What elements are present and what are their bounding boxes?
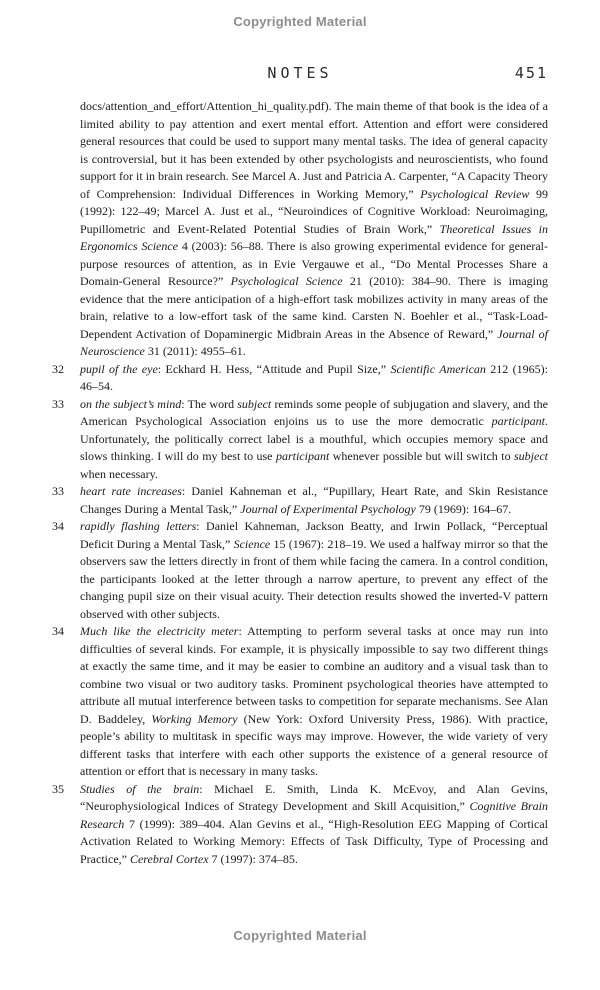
- note-text: Studies of the brain: Michael E. Smith, Linda K. McEvoy, and Alan Gevins, “Neurophysiological Indices of Strategy Development and Skill Acquisition,” Cognitive Brain Research 7 (1999): 389–404. Alan Gevins et al., “High-Resolution EEG Mapping of Cortical Activation Related to Working Memory: Effects of Task Difficulty, Type of Processing and Practice,” Cerebral Cortex 7 (1997): 374–85.: [80, 781, 548, 866]
- copyright-notice-bottom: Copyrighted Material: [233, 928, 367, 943]
- note-number: 32: [52, 361, 64, 376]
- note-number: 33: [52, 396, 64, 411]
- note-entry: [52, 361, 548, 396]
- note-text: pupil of the eye: Eckhard H. Hess, “Attitude and Pupil Size,” Scientific American 212 (1965): 46–54.: [80, 361, 548, 393]
- note-text: Much like the electricity meter: Attempting to perform several tasks at once may run into difficulties of several kinds. For example, it is physically impossible to say two different things at exactly the same time, and it may be easier to combine an auditory and a visual task than to combine two visual or two auditory tasks. Prominent psychological theories have attempted to attribute all mutual interference between tasks to competition for separate mechanisms. See Alan D. Baddeley, Working Memory (New York: Oxford University Press, 1986). With practice, people’s ability to multitask in specific ways may improve. However, the wide variety of very different tasks that interfere with each other supports the existence of a general resource of attention or effort that is necessary in many tasks.: [80, 624, 549, 778]
- note-entry: [52, 518, 548, 623]
- note-entry: [52, 781, 548, 869]
- copyright-notice-top: Copyrighted Material: [233, 14, 367, 29]
- note-text: docs/attention_and_effort/Attention_hi_quality.pdf). The main theme of that book is the idea of a limited ability to pay attention and exert mental effort. Attention and effort were considered general resources that could be used to support many mental tasks. The idea of general capacity is controversial, but it has been extended by other psychologists and neuroscientists, who found support for it in brain research. See Marcel A. Just and Patricia A. Carpenter, “A Capacity Theory of Comprehension: Individual Differences in Working Memory,” Psychological Review 99 (1992): 122–49; Marcel A. Just et al., “Neuroindices of Cognitive Workload: Neuroimaging, Pupillometric and Event-Related Potential Studies of Brain Work,” Theoretical Issues in Ergonomics Science 4 (2003): 56–88. There is also growing experimental evidence for general-purpose resources of attention, as in Evie Vergauwe et al., “Do Mental Processes Share a Domain-General Resource?” Psychological Science 21 (2010): 384–90. There is imaging evidence that the mere anticipation of a high-effort task mobilizes activity in many areas of the brain, relative to a low-effort task of the same kind. Carsten N. Boehler et al., “Task-Load-Dependent Activation of Dopaminergic Midbrain Areas in the Absence of Reward,” Journal of Neuroscience 31 (2011): 4955–61.: [80, 99, 549, 358]
- note-number: 35: [52, 781, 64, 796]
- page-header: [52, 64, 548, 84]
- notes-list: [52, 98, 549, 868]
- note-entry: [52, 483, 548, 518]
- note-entry: [80, 98, 548, 361]
- note-number: 34: [52, 519, 64, 533]
- note-number: 33: [52, 484, 64, 498]
- running-head: NOTES: [267, 64, 333, 82]
- note-entry: [52, 396, 549, 484]
- note-text: heart rate increases: Daniel Kahneman et al., “Pupillary, Heart Rate, and Skin Resistance Changes During a Mental Task,” Journal of Experimental Psychology 79 (1969): 164–67.: [80, 484, 548, 516]
- page-number: 451: [514, 64, 548, 82]
- note-entry: [52, 623, 549, 781]
- note-number: 34: [52, 624, 64, 638]
- note-text: rapidly flashing letters: Daniel Kahneman, Jackson Beatty, and Irwin Pollack, “Perceptual Deficit During a Mental Task,” Science 15 (1967): 218–19. We used a halfway mirror so that the observers saw the letters directly in front of them while facing the camera. In a control condition, the participants looked at the letter through a narrow aperture, to prevent any effect of the changing pupil size on their visual acuity. Their detection results showed the inverted-V pattern observed with other subjects.: [80, 519, 548, 621]
- note-text: on the subject’s mind: The word subject reminds some people of subjugation and slavery, and the American Psychological Association enjoins us to use the more democratic participant. Unfortunately, the politically correct label is a mouthful, which occupies memory space and slows thinking. I will do my best to use participant whenever possible but will switch to subject when necessary.: [80, 396, 549, 481]
